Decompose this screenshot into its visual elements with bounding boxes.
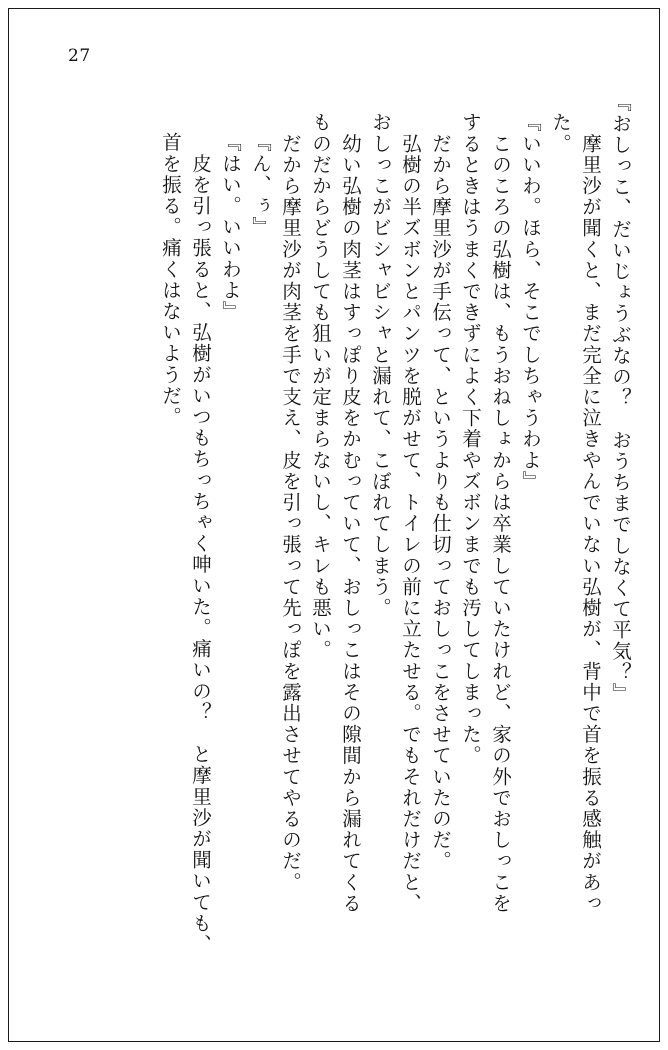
text-column: 幼い弘樹の肉茎はすっぽり皮をかむっていて、おしっこはその隙間から漏れてくる [339,112,362,914]
text-column: ものだからどうしても狙いが定まらないし、キレも悪い。 [309,112,332,661]
text-column: おしっこがビシャビシャと漏れて、こぼれてしまう。 [369,112,392,619]
text-column: 『おしっこ、だいじょうぶなの？ おうちまでしなくて平気？』 [609,92,632,704]
text-column: 皮を引っ張ると、弘樹がいつもちっちゃく呻いた。痛いの？ と摩里沙が聞いても、 [189,132,212,955]
text-column: するときはうまくできずによく下着やズボンまでも汚してしまった。 [459,112,482,767]
text-column: 『いいわ。ほら、そこでしちゃうわよ』 [519,112,542,492]
page-number: 27 [68,46,91,66]
text-column: 弘樹の半ズボンとパンツを脱がせて、トイレの前に立たせる。でもそれだけだと、 [399,112,422,914]
text-column: このころの弘樹は、もうおねしょからは卒業していたけれど、家の外でおしっこを [489,112,512,914]
text-column: 『ん、ぅ』 [249,132,272,238]
text-column: 首を振る。痛くはないようだ。 [159,132,182,428]
vertical-text-body [40,92,630,1002]
text-column: だから摩里沙が手伝って、というよりも仕切っておしっこをさせていたのだ。 [429,112,452,872]
text-column: 摩里沙が聞くと、まだ完全に泣きやんでいない弘樹が、背中で首を振る感触があっ [579,112,602,914]
text-column: だから摩里沙が肉茎を手で支え、皮を引っ張って先っぽを露出させてやるのだ。 [279,112,302,893]
text-column: 『はい。いいわよ』 [219,132,242,322]
text-column: た。 [549,112,572,155]
